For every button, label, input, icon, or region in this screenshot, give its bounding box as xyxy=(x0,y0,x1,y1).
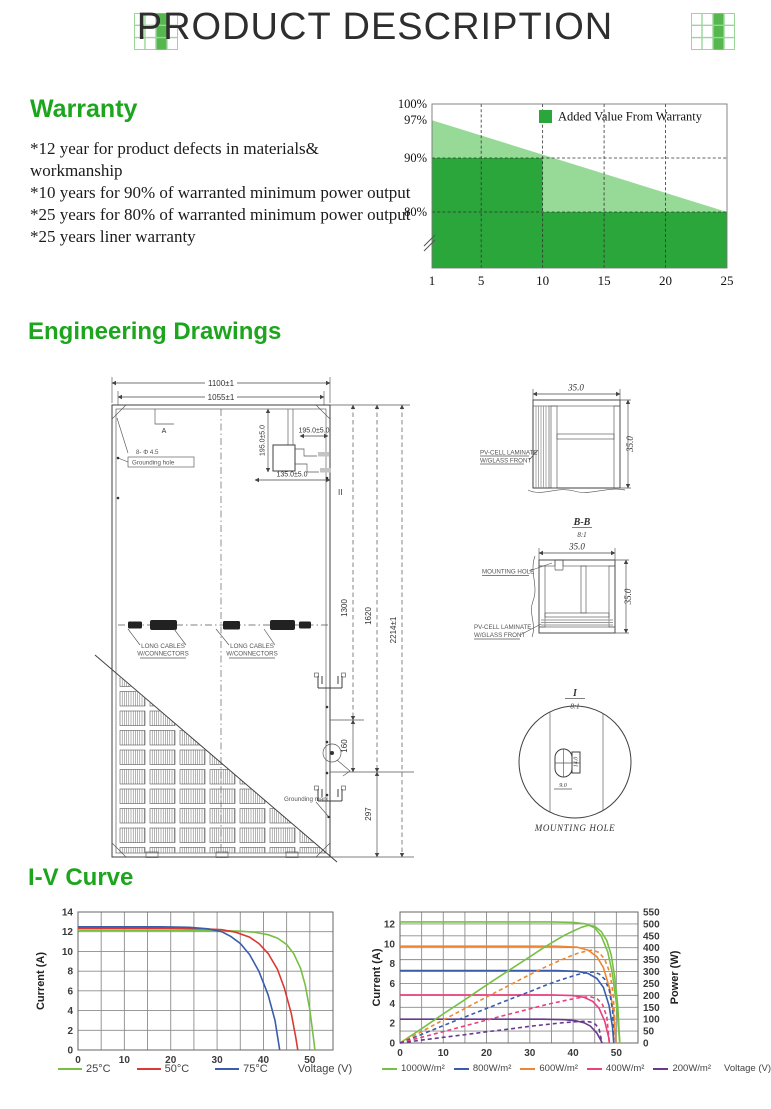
mounting-hole-label: MOUNTING HOLE xyxy=(482,568,535,576)
x-axis-label: Voltage (V) xyxy=(297,1063,353,1075)
dim-297: 297 xyxy=(364,807,373,821)
dim-1300: 1300 xyxy=(340,599,349,617)
curve-25°C xyxy=(78,930,315,1050)
warranty-legend-label: Added Value From Warranty xyxy=(558,109,702,124)
mounting-hole-caption: MOUNTING HOLE xyxy=(534,823,616,833)
legend-item: 75°C xyxy=(215,1063,268,1075)
warranty-heading: Warranty xyxy=(30,95,138,123)
iv-temperature-chart xyxy=(30,902,375,1077)
legend-line-swatch xyxy=(520,1068,535,1070)
y-left-tick: 2 xyxy=(389,1018,395,1030)
y-right-tick: 100 xyxy=(643,1014,660,1026)
x-tick: 10 xyxy=(118,1055,130,1066)
y-left-tick: 4 xyxy=(389,998,395,1010)
x-tick: 50 xyxy=(610,1048,622,1059)
y-right-tick: 200 xyxy=(643,990,660,1002)
y-right-tick: 550 xyxy=(643,907,660,919)
x-tick: 30 xyxy=(211,1055,223,1066)
legend-item: 1000W/m² xyxy=(382,1063,445,1074)
legend-line-swatch xyxy=(454,1068,469,1070)
grid-logo-icon xyxy=(691,13,735,50)
y-right-tick: 500 xyxy=(643,919,660,931)
y-left-tick: 8 xyxy=(67,966,73,978)
long-cables-callout xyxy=(128,629,189,658)
y-left-tick: 4 xyxy=(67,1006,73,1018)
x-axis-label: Voltage (V) xyxy=(724,1063,771,1074)
svg-text:LONG CABLES: LONG CABLES xyxy=(230,643,274,650)
y-left-tick: 6 xyxy=(67,986,73,998)
warranty-x-tick: 10 xyxy=(536,273,550,288)
y-right-tick: 50 xyxy=(643,1026,655,1038)
dim-195-vertical: 195.0±5.0 xyxy=(259,424,267,457)
y-left-tick: 10 xyxy=(61,946,73,958)
legend-line-swatch xyxy=(382,1068,397,1070)
warranty-bullet: workmanship xyxy=(30,161,123,181)
warranty-x-tick: 20 xyxy=(659,273,673,288)
y-right-tick: 150 xyxy=(643,1002,660,1014)
x-tick: 10 xyxy=(437,1048,449,1059)
y-right-tick: 0 xyxy=(643,1038,649,1050)
x-tick: 40 xyxy=(567,1048,579,1059)
y-left-tick: 12 xyxy=(61,927,73,939)
y-right-tick: 350 xyxy=(643,955,660,967)
y-left-axis-title: Current (A) xyxy=(371,948,383,1007)
iv-irradiance-legend xyxy=(382,1063,771,1074)
svg-text:LONG CABLES: LONG CABLES xyxy=(141,643,185,650)
warranty-y-tick: 97% xyxy=(404,113,427,128)
warranty-x-tick: 25 xyxy=(720,273,734,288)
detail-a-height: 35.0 xyxy=(625,436,635,452)
y-right-tick: 400 xyxy=(643,943,660,955)
curve-50°C xyxy=(78,928,298,1050)
dim-width-inner: 1055±1 xyxy=(207,393,235,402)
detail-i-scale: 8:1 xyxy=(570,702,580,711)
curve-800W/m² I-V xyxy=(400,971,614,1043)
legend-line-swatch xyxy=(215,1068,239,1070)
pv-laminate-label: PV-CELL LAMINATE xyxy=(474,624,532,631)
svg-text:W/CONNECTORS: W/CONNECTORS xyxy=(137,650,189,658)
y-left-tick: 2 xyxy=(67,1025,73,1037)
x-tick: 0 xyxy=(397,1048,403,1059)
svg-text:W/CONNECTORS: W/CONNECTORS xyxy=(226,650,278,658)
warranty-bullet: *25 years for 80% of warranted minimum power output xyxy=(30,205,411,225)
legend-item: 600W/m² xyxy=(520,1063,578,1074)
grounding-hole-dim: 8- Φ 4.5 xyxy=(136,449,159,456)
legend-item: 25°C xyxy=(58,1063,111,1075)
dim-195-horizontal: 195.0±5.0 xyxy=(298,427,330,435)
y-left-tick: 14 xyxy=(61,907,73,919)
mounting-hole-detail xyxy=(519,688,631,833)
x-tick: 20 xyxy=(480,1048,493,1059)
y-left-axis-title: Current (A) xyxy=(35,951,47,1011)
warranty-y-tick: 80% xyxy=(404,205,427,219)
y-right-tick: 250 xyxy=(643,978,660,990)
y-right-tick: 450 xyxy=(643,931,660,943)
y-left-tick: 10 xyxy=(383,939,395,951)
curve-75°C xyxy=(78,927,280,1050)
curve-200W/m² P-V xyxy=(400,1021,602,1043)
y-right-tick: 300 xyxy=(643,967,660,979)
pv-laminate-label: PV-CELL LAMINATE xyxy=(480,449,538,457)
warranty-y-tick: 90% xyxy=(404,151,427,165)
svg-text:W/GLASS FRONT: W/GLASS FRONT xyxy=(474,632,526,639)
x-tick: 40 xyxy=(257,1055,270,1066)
warranty-bullet: *10 years for 90% of warranted minimum power output xyxy=(30,183,411,203)
legend-line-swatch xyxy=(653,1068,668,1070)
page-title: PRODUCT DESCRIPTION xyxy=(136,6,614,48)
detail-i-width: 9.0 xyxy=(559,783,567,789)
section-marker-a: A xyxy=(161,428,167,435)
dim-1620: 1620 xyxy=(364,607,373,625)
x-tick: 0 xyxy=(75,1055,81,1066)
warranty-x-tick: 1 xyxy=(428,273,436,288)
detail-bb-height: 35.0 xyxy=(623,588,633,605)
warranty-legend-swatch xyxy=(539,110,552,123)
dim-160: 160 xyxy=(340,739,349,753)
y-left-tick: 6 xyxy=(389,978,395,990)
detail-i-title: I xyxy=(573,688,577,699)
legend-line-swatch xyxy=(58,1068,82,1070)
engineering-heading: Engineering Drawings xyxy=(28,318,282,345)
section-marker-ii: II xyxy=(338,488,343,497)
engineering-drawing xyxy=(88,358,750,863)
detail-bb-width: 35.0 xyxy=(569,541,585,552)
y-left-tick: 8 xyxy=(389,959,395,971)
y-right-axis-title: Power (W) xyxy=(669,950,681,1005)
legend-item: 50°C xyxy=(137,1063,190,1075)
dim-height-outer: 2214±1 xyxy=(389,616,398,644)
frame-section-detail xyxy=(480,383,635,493)
section-bb-detail xyxy=(474,517,633,639)
warranty-x-tick: 5 xyxy=(477,273,485,288)
warranty-x-tick: 15 xyxy=(597,273,611,288)
y-left-tick: 12 xyxy=(383,919,395,931)
long-cables-callout xyxy=(216,629,278,658)
grounding-hole-label: Grounding hole xyxy=(132,459,175,467)
dim-135: 135.0±5.0 xyxy=(276,471,308,479)
warranty-bullet-list xyxy=(30,138,430,248)
legend-item: 200W/m² xyxy=(653,1063,711,1074)
iv-curve-heading: I-V Curve xyxy=(28,864,134,891)
legend-item: 400W/m² xyxy=(587,1063,645,1074)
detail-i-height: 14.0 xyxy=(573,756,580,768)
grounding-mark-label: Grounding mark xyxy=(284,796,329,803)
legend-line-swatch xyxy=(137,1068,161,1070)
dim-width-outer: 1100±1 xyxy=(207,379,235,388)
y-left-tick: 0 xyxy=(67,1045,73,1057)
iv-temperature-legend xyxy=(58,1063,352,1075)
detail-bb-title: B-B xyxy=(573,517,591,528)
warranty-y-tick: 100% xyxy=(397,97,427,111)
warranty-chart xyxy=(395,92,740,292)
legend-item: 800W/m² xyxy=(454,1063,512,1074)
detail-bb-scale: 8:1 xyxy=(577,531,587,539)
x-tick: 30 xyxy=(524,1048,536,1059)
y-left-tick: 0 xyxy=(389,1038,395,1050)
warranty-bullet: *12 year for product defects in materials& xyxy=(30,139,319,158)
detail-a-width: 35.0 xyxy=(568,382,584,393)
svg-text:W/GLASS FRONT: W/GLASS FRONT xyxy=(480,457,532,465)
x-tick: 50 xyxy=(304,1055,316,1066)
legend-line-swatch xyxy=(587,1068,602,1070)
panel-rear-view xyxy=(95,377,414,862)
iv-irradiance-chart xyxy=(370,902,750,1074)
x-tick: 20 xyxy=(165,1055,177,1066)
warranty-bullet: *25 years liner warranty xyxy=(30,227,196,247)
